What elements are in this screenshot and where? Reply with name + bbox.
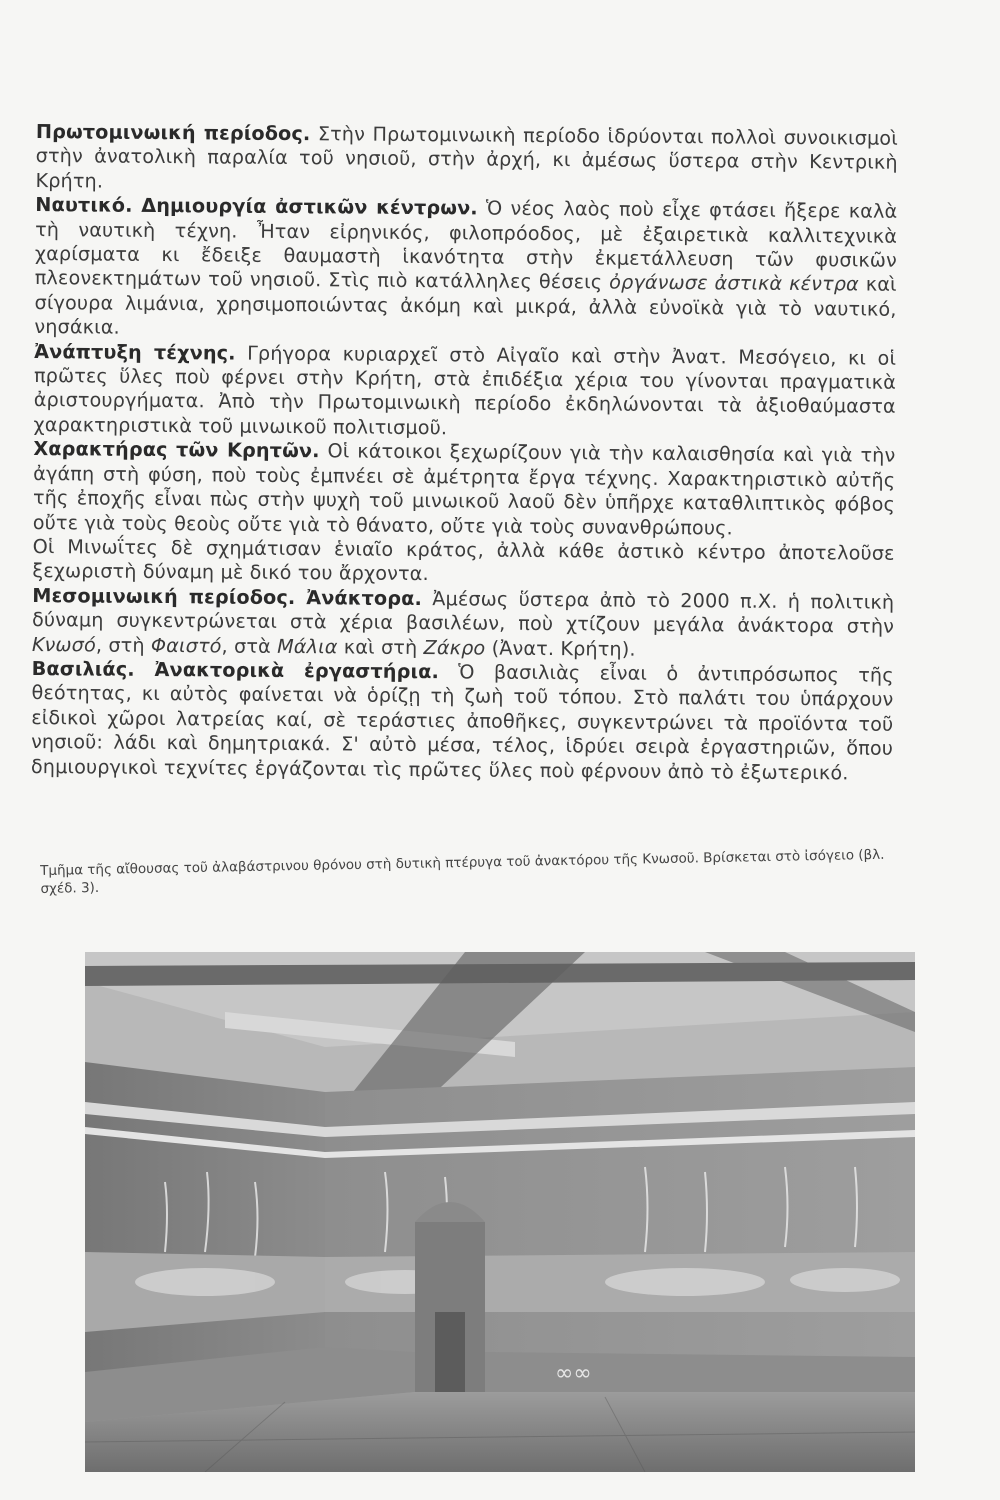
section-body: Ἀμέσως ὕστερα ἀπὸ τὸ 2000 π.Χ. ἡ πολιτικὴ δύναμη συγκεντρώνεται στὰ χέρια βασιλέων, ποὺ χτίζουν μεγάλα ἀνάκτορα στὴν [31,586,895,638]
paragraph [32,584,895,664]
place-name: Ζάκρο [423,635,486,660]
paragraph [32,535,894,591]
section-heading: Ἀνάπτυξη τέχνης. [34,339,236,365]
section-body: Στὴν Πρωτομινωικὴ περίοδο ἱδρύονται πολλοὶ συνοικισμοὶ στὴν ἀνατολικὴ παραλία τοῦ νησιοῦ, στὴν ἀρχή, κι ἀμέσως ὕστερα στὴν Κεντρικὴ Κρήτη. [35,122,898,193]
section-body: καὶ σίγουρα λιμάνια, χρησιμοποιώντας ἀκόμη καὶ μικρά, ἀλλὰ εὐνοϊκὰ γιὰ τὸ ναυτικό, νησάκια. [34,272,897,339]
section-heading: Ναυτικό. Δημιουργία ἀστικῶν κέντρων. [35,193,478,220]
paragraph [34,340,897,444]
section-body: Γρήγορα κυριαρχεῖ στὸ Αἰγαῖο καὶ στὴν Ἀνατ. Μεσόγειο, κι οἱ πρῶτες ὕλες ποὺ φέρνει στὴν Κρήτη, στὰ ἐπιδέξια χέρια του γίνονται πραγματικὰ ἀριστουργήματα. Ἀπὸ τὴν Πρωτομινωικὴ περίοδο ἐκδηλώνονται τὰ ἀξιοθαύμαστα χαρακτηριστικὰ τοῦ μινωικοῦ πολιτισμοῦ. [33,341,897,440]
section-body: Οἱ Μινωΐτες δὲ σχημάτισαν ἑνιαῖο κράτος, ἀλλὰ κάθε ἀστικὸ κέντρο ἀποτελοῦσε ξεχωριστὴ δύναμη μὲ δικό του ἄρχοντα. [32,534,895,586]
section-body: Ὁ νέος λαὸς ποὺ εἶχε φτάσει ἤξερε καλὰ τὴ ναυτικὴ τέχνη. Ἦταν εἰρηνικός, φιλοπρόοδος, μὲ ἐξαιρετικὰ καλλιτεχνικὰ χαρίσματα κι ἔδειξε θαυμαστὴ ἱκανότητα στὴν ἐκμετάλλευση τῶν φυσικῶν πλεονεκτημάτων τοῦ νησιοῦ. Στὶς πιὸ κατάλληλες θέσεις [34,196,898,294]
throne-room-photo [85,952,915,1472]
section-heading: Βασιλιάς. Ἀνακτορικὰ ἐργαστήρια. [31,656,440,684]
section-heading: Πρωτομινωική περίοδος. [35,120,311,146]
section-heading: Μεσομινωική περίοδος. Ἀνάκτορα. [32,583,423,610]
section-body: , στὴ [95,633,152,657]
place-name: Φαιστό [150,633,222,658]
paragraph [31,657,894,786]
place-name: Κνωσό [31,632,97,657]
paragraph [33,437,896,541]
place-name: Μάλια [277,634,338,658]
throne-room-image [85,952,915,1472]
section-body: Οἱ κάτοικοι ξεχωρίζουν γιὰ τὴν καλαισθησία καὶ γιὰ τὴν ἀγάπη στὴ φύση, ποὺ τοὺς ἐμπνέει σὲ ἀμέτρητα ἔργα τέχνης. Χαρακτηριστικὸ αὐτῆς τῆς ἐποχῆς εἶναι πὼς στὴν ψυχὴ τοῦ μινωικοῦ λαοῦ δὲν ὑπῆρχε καταθλιπτικὸς φόβος οὔτε γιὰ τοὺς θεοὺς οὔτε γιὰ τὸ θάνατο, οὔτε γιὰ τοὺς συνανθρώπους. [32,439,896,539]
spiral-motif: ∞∞ [555,1361,592,1386]
emphasis: ὀργάνωσε ἀστικὰ κέντρα [609,270,859,296]
section-body: , στὰ [221,634,278,658]
main-text [31,120,898,786]
section-body: καὶ στὴ [337,634,424,659]
paragraph [35,120,898,200]
section-heading: Χαρακτήρας τῶν Κρητῶν. [33,437,320,463]
paragraph [34,193,897,346]
section-body: Ὁ βασιλιὰς εἶναι ὁ ἀντιπρόσωπος τῆς θεότητας, κι αὐτὸς φαίνεται νὰ ὁρίζῃ τὴ ζωὴ τοῦ τόπου. Στὸ παλάτι του ὑπάρχουν εἰδικοὶ χῶροι λατρείας καί, σὲ τεράστιες ἀποθῆκες, συγκεντρώνει τὰ προϊόντα τοῦ νησιοῦ: λάδι καὶ δημητριακά. Σ' αὐτὸ μέσα, τέλος, ἱδρύει σειρὰ ἐργαστηριῶν, ὅπου δημιουργικοὶ τεχνίτες ἐργάζονται τὶς πρῶτες ὕλες ποὺ φέρνουν ἀπὸ τὸ ἐξωτερικό. [30,660,894,784]
section-body: (Ἀνατ. Κρήτη). [485,636,636,661]
photo-caption: Τμῆμα τῆς αἴθουσας τοῦ ἀλαβάστρινου θρόνου στὴ δυτικὴ πτέρυγα τοῦ ἀνακτόρου τῆς Κνωσοῦ. Βρίσκεται στὸ ἰσόγειο (βλ. σχέδ. 3). [40,846,885,897]
